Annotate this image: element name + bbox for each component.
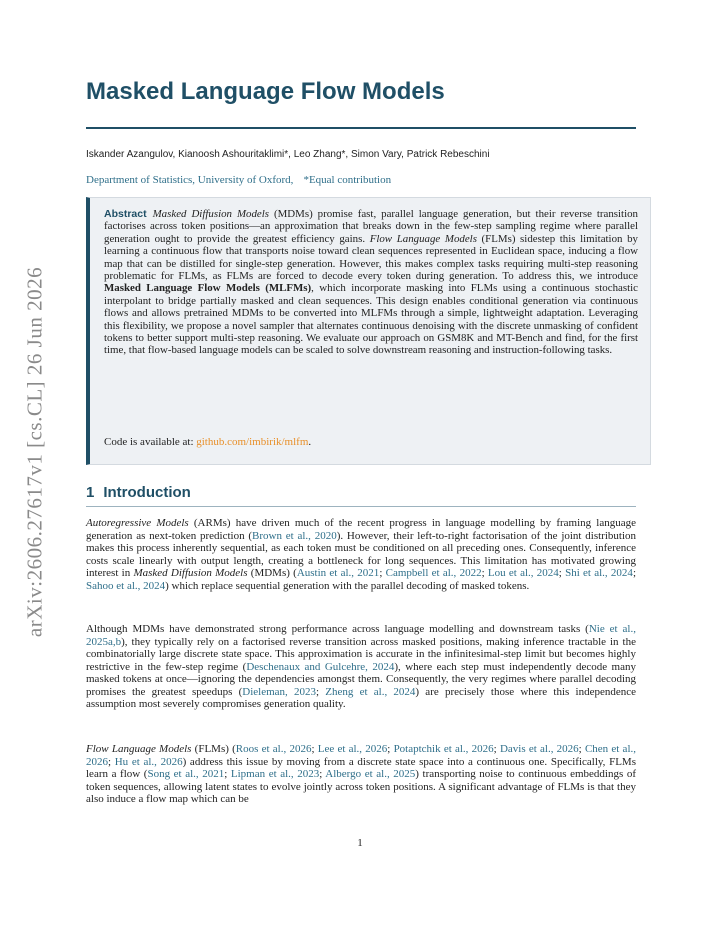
- citation[interactable]: Lou et al., 2024: [487, 567, 559, 580]
- term: Flow Language Models: [86, 743, 192, 755]
- text: ) transporting noise to continuous embeddings of token sequences, allowing latent states to evolve jointly across token positions. A significant advantage of FLMs is that they also induce a flow map which can be: [86, 768, 637, 806]
- citation[interactable]: Albergo et al., 2025: [325, 768, 416, 781]
- affiliation: Department of Statistics, University of Oxford,: [86, 174, 294, 186]
- citation[interactable]: Chen et al., 2026: [86, 743, 636, 768]
- abstract-text: (MDMs) promise fast, parallel language generation, but their reverse transition factorises across token positions—an approximation that breaks down in the few-step sampling regime where parallel generation ought to provide the greatest efficiency gains.: [104, 208, 638, 245]
- text: Although MDMs have demonstrated strong performance across language modelling and downstream tasks (: [86, 623, 589, 635]
- text: ) which replace sequential generation with the parallel decoding of masked tokens.: [165, 579, 530, 592]
- separator: ;: [319, 768, 326, 781]
- separator: ;: [558, 567, 566, 580]
- code-prefix: Code is available at:: [104, 436, 197, 448]
- abstract-text: (FLMs) sidestep this limitation by learning a continuous flow that transports noise toward clean sequences represented in Euclidean space, inducing a flow map that can be distilled for single-step generation. However, this makes complex tasks requiring multi-step reasoning problematic for FLMs, as FLMs are forced to decode every token during generation. To address this, we introduce: [104, 232, 638, 283]
- section-number: 1: [86, 484, 95, 501]
- separator: ;: [493, 743, 500, 755]
- citation[interactable]: Roos et al., 2026: [235, 743, 312, 755]
- citation[interactable]: Austin et al., 2021: [296, 567, 380, 580]
- citation[interactable]: Brown et al., 2020: [252, 529, 337, 542]
- citation[interactable]: Lee et al., 2026: [317, 743, 388, 755]
- separator: ;: [379, 567, 386, 580]
- section-title: Introduction: [103, 484, 191, 501]
- github-link[interactable]: github.com/imbirik/mlfm: [196, 436, 309, 448]
- text: (FLMs) (: [191, 743, 236, 755]
- separator: ;: [632, 567, 636, 580]
- equal-contribution-note: *Equal contribution: [303, 174, 392, 186]
- citation[interactable]: Campbell et al., 2022: [385, 567, 482, 580]
- citation[interactable]: Lipman et al., 2023: [230, 768, 320, 781]
- text: (ARMs) have driven much of the recent progress in language modelling by framing language generation as next-token prediction (: [86, 517, 636, 542]
- intro-paragraph-3: [86, 743, 636, 806]
- text: ), they typically rely on a factorised reverse transition across masked positions, making inference tractable in the combinatorially large discrete state space. This approximation is accurate in the infinitesimal-step limit but becomes highly restrictive in the few-step regime (: [86, 635, 636, 673]
- citation[interactable]: Shi et al., 2024: [565, 567, 633, 580]
- citation[interactable]: Sahoo et al., 2024: [86, 579, 166, 592]
- arxiv-identifier: arXiv:2606.27617v1 [cs.CL] 26 Jun 2026: [22, 266, 47, 638]
- separator: ;: [481, 567, 488, 580]
- text: ). However, their left-to-right factorisation of the joint distribution makes this process inherently sequential, as each token must be conditioned on all preceding ones. Consequently, inference costs scale linearly with output length, creating a bottleneck for long sequences. This limitation has motivated growing interest in: [86, 529, 636, 580]
- paper-title: Masked Language Flow Models: [86, 78, 445, 105]
- separator: ;: [315, 685, 326, 698]
- affiliation-line: [86, 174, 391, 186]
- term: Masked Diffusion Models: [133, 567, 248, 580]
- term: Autoregressive Models: [86, 517, 189, 529]
- text: ), where each step must independently decode many masked tokens at once—ignoring the dependencies amongst them. Consequently, the very regimes where parallel decoding promises the greatest speedups (: [86, 660, 636, 698]
- abstract-term-mdm: Masked Diffusion Models: [152, 208, 270, 220]
- citation[interactable]: Dieleman, 2023: [242, 685, 316, 698]
- section-divider: [86, 506, 636, 507]
- code-suffix: .: [308, 436, 312, 448]
- code-availability: [104, 436, 311, 448]
- abstract-label: Abstract: [104, 208, 147, 220]
- abstract-box: [86, 197, 651, 465]
- citation[interactable]: Nie et al., 2025a,b: [86, 623, 636, 648]
- separator: ;: [224, 768, 231, 781]
- citation[interactable]: Zheng et al., 2024: [325, 685, 416, 698]
- citation[interactable]: Deschenaux and Gulcehre, 2024: [246, 660, 395, 673]
- separator: ;: [311, 743, 318, 755]
- abstract-term-mlfm: Masked Language Flow Models (MLFMs): [104, 282, 312, 295]
- intro-paragraph-1: [86, 517, 636, 592]
- citation[interactable]: Song et al., 2021: [147, 768, 225, 781]
- author-list: Iskander Azangulov, Kianoosh Ashouritaklimi*, Leo Zhang*, Simon Vary, Patrick Rebeschini: [86, 149, 490, 160]
- title-divider: [86, 127, 636, 129]
- separator: ;: [578, 743, 585, 755]
- text: (MDMs) (: [247, 567, 297, 580]
- citation[interactable]: Potaptchik et al., 2026: [393, 743, 494, 755]
- separator: ;: [387, 743, 394, 755]
- text: ) address this issue by moving from a discrete state space into a continuous one. Specifically, FLMs learn a flow (: [86, 755, 636, 781]
- section-heading: [86, 484, 191, 501]
- separator: ;: [108, 755, 115, 768]
- citation[interactable]: Davis et al., 2026: [499, 743, 579, 755]
- page-number: 1: [357, 837, 363, 849]
- abstract-text: , which incorporate masking into FLMs using a continuous stochastic interpolant to bridge partially masked and clean sequences. This design enables conditional generation via continuous flows and allows pretrained MDMs to be converted into MLFMs through a simple, lightweight adaptation. Leveraging this flexibility, we propose a novel sampler that alternates continuous denoising with the discrete unmasking of confident tokens to better support multi-step reasoning. We evaluate our approach on GSM8K and MT-Bench and find, for the first time, that flow-based language models can be scaled to solve downstream reasoning and instruction-following tasks.: [104, 282, 638, 357]
- abstract-term-flm: Flow Language Models: [369, 232, 477, 245]
- text: ) are precisely those where this independence assumption most severely compromises generation quality.: [86, 685, 636, 711]
- intro-paragraph-2: [86, 623, 636, 711]
- arxiv-sidebar: [22, 262, 48, 642]
- citation[interactable]: Hu et al., 2026: [114, 755, 183, 768]
